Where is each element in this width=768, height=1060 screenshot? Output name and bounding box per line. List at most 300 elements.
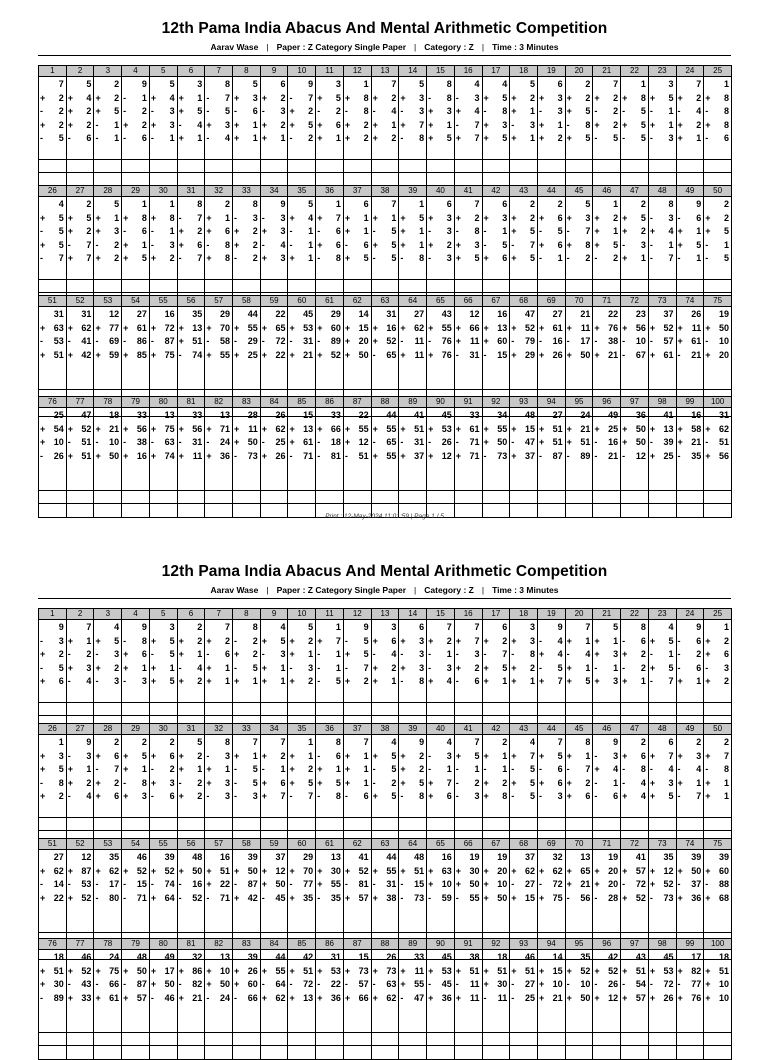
question-number: 57 xyxy=(205,296,232,307)
number-value: 3 xyxy=(585,212,591,223)
answer-box[interactable] xyxy=(122,1045,149,1060)
number-row xyxy=(205,662,232,676)
answer-box[interactable] xyxy=(621,702,648,715)
answer-box[interactable] xyxy=(372,1045,399,1060)
answer-box[interactable] xyxy=(427,817,454,830)
answer-box[interactable] xyxy=(67,817,94,830)
operator: - xyxy=(622,133,626,143)
answer-box[interactable] xyxy=(39,1032,66,1045)
answer-box[interactable] xyxy=(288,1032,315,1045)
operator: + xyxy=(483,662,489,673)
number-row xyxy=(178,763,205,777)
answer-box[interactable] xyxy=(39,817,66,830)
number-value: 5 xyxy=(419,777,425,788)
question-column xyxy=(621,724,649,845)
answer-box[interactable] xyxy=(39,1045,66,1060)
answer-box[interactable] xyxy=(150,702,177,715)
operator: + xyxy=(677,437,683,447)
number-value: 5 xyxy=(114,199,120,209)
number-list xyxy=(593,735,620,817)
operator: + xyxy=(40,649,46,659)
number-value: 3 xyxy=(58,635,64,646)
operator: + xyxy=(344,676,351,686)
question-number: 14 xyxy=(399,609,426,620)
answer-box[interactable] xyxy=(510,702,537,715)
operator: + xyxy=(483,892,489,903)
answer-box[interactable] xyxy=(205,817,232,830)
answer-box[interactable] xyxy=(178,1045,205,1060)
number-row xyxy=(510,965,537,979)
answer-box[interactable] xyxy=(649,1032,676,1045)
answer-box[interactable] xyxy=(704,817,731,830)
number-row xyxy=(261,992,288,1006)
answer-box[interactable] xyxy=(316,1045,343,1060)
operator: + xyxy=(649,662,656,673)
number-value: 50 xyxy=(247,437,258,447)
number-row xyxy=(178,648,205,662)
operator: + xyxy=(372,892,378,903)
operator: + xyxy=(538,322,545,333)
operator: - xyxy=(40,450,43,461)
number-value: 21 xyxy=(580,309,591,319)
number-list xyxy=(372,850,399,932)
question-column xyxy=(205,939,233,1060)
number-row xyxy=(372,763,399,777)
number-row xyxy=(94,851,121,865)
answer-box[interactable] xyxy=(205,1032,232,1045)
answer-box[interactable] xyxy=(261,817,288,830)
question-number: 98 xyxy=(649,939,676,950)
operator: + xyxy=(40,239,46,250)
number-row xyxy=(649,621,676,635)
question-column xyxy=(372,609,400,730)
question-number: 27 xyxy=(67,186,94,197)
answer-box[interactable] xyxy=(483,817,510,830)
number-value: 5 xyxy=(308,622,314,632)
answer-box[interactable] xyxy=(593,702,620,715)
number-row xyxy=(233,777,260,791)
number-row xyxy=(372,965,399,979)
operator: + xyxy=(677,992,683,1003)
number-row xyxy=(288,648,315,662)
answer-box[interactable] xyxy=(205,702,232,715)
operator: + xyxy=(622,649,628,659)
operator: - xyxy=(95,979,99,989)
answer-box[interactable] xyxy=(649,1045,676,1060)
operator: + xyxy=(95,106,101,116)
number-value: 1 xyxy=(363,226,369,236)
answer-box[interactable] xyxy=(233,1032,260,1045)
question-number: 68 xyxy=(510,839,537,850)
operator: + xyxy=(178,226,184,236)
answer-box[interactable] xyxy=(150,1032,177,1045)
answer-box[interactable] xyxy=(621,817,648,830)
question-column xyxy=(593,609,621,730)
answer-box[interactable] xyxy=(677,702,704,715)
number-value: 55 xyxy=(386,423,397,434)
answer-box[interactable] xyxy=(150,817,177,830)
number-value: 8 xyxy=(585,239,591,250)
number-row xyxy=(316,878,343,892)
answer-box[interactable] xyxy=(344,1045,371,1060)
answer-box[interactable] xyxy=(483,1045,510,1060)
question-column xyxy=(233,609,261,730)
question-column xyxy=(649,609,677,730)
number-value: 2 xyxy=(419,750,425,761)
number-value: 4 xyxy=(308,212,314,223)
answer-box[interactable] xyxy=(67,1045,94,1060)
operator: + xyxy=(234,423,240,434)
operator: + xyxy=(594,635,600,646)
answer-box[interactable] xyxy=(94,702,121,715)
answer-box[interactable] xyxy=(621,1045,648,1060)
question-number: 55 xyxy=(150,296,177,307)
answer-box[interactable] xyxy=(677,1032,704,1045)
question-column xyxy=(399,939,427,1060)
answer-box[interactable] xyxy=(677,817,704,830)
answer-box[interactable] xyxy=(399,817,426,830)
operator: + xyxy=(289,965,295,976)
answer-box[interactable] xyxy=(566,702,593,715)
operator: + xyxy=(483,965,489,976)
question-number: 75 xyxy=(704,839,731,850)
number-row xyxy=(677,750,704,764)
answer-box[interactable] xyxy=(566,1032,593,1045)
number-value: 7 xyxy=(668,750,674,761)
number-row xyxy=(510,892,537,906)
answer-box[interactable] xyxy=(510,1045,537,1060)
number-value: 1 xyxy=(141,764,147,774)
number-value: 24 xyxy=(220,437,231,447)
answer-box[interactable] xyxy=(455,702,482,715)
answer-box[interactable] xyxy=(67,1032,94,1045)
number-value: 73 xyxy=(386,965,397,976)
answer-box[interactable] xyxy=(150,1045,177,1060)
question-number: 30 xyxy=(150,186,177,197)
answer-box[interactable] xyxy=(538,1032,565,1045)
question-number: 84 xyxy=(261,939,288,950)
answer-box[interactable] xyxy=(649,702,676,715)
operator: - xyxy=(594,777,598,788)
number-value: 27 xyxy=(524,879,535,889)
number-value: 7 xyxy=(585,622,591,632)
answer-box[interactable] xyxy=(621,1032,648,1045)
answer-box[interactable] xyxy=(704,702,731,715)
question-number: 74 xyxy=(677,839,704,850)
number-row xyxy=(510,675,537,689)
number-value: 11 xyxy=(470,992,480,1003)
operator: - xyxy=(206,239,210,250)
number-value: 2 xyxy=(696,119,702,130)
number-value: 5 xyxy=(529,226,535,236)
question-number: 33 xyxy=(233,186,260,197)
number-value: 1 xyxy=(557,119,563,130)
operator: + xyxy=(428,450,434,461)
operator: + xyxy=(622,892,628,903)
answer-box[interactable] xyxy=(178,702,205,715)
operator: - xyxy=(566,979,570,989)
answer-box[interactable] xyxy=(122,702,149,715)
number-value: 89 xyxy=(580,450,591,461)
number-row xyxy=(372,992,399,1006)
number-value: 62 xyxy=(414,322,425,333)
number-value: 5 xyxy=(58,662,64,673)
number-value: 47 xyxy=(414,992,425,1003)
answer-box[interactable] xyxy=(566,817,593,830)
answer-box[interactable] xyxy=(178,817,205,830)
number-value: 62 xyxy=(81,322,92,333)
answer-box[interactable] xyxy=(94,817,121,830)
number-list xyxy=(566,620,593,702)
operator: + xyxy=(40,965,46,976)
number-value: 2 xyxy=(197,777,203,788)
number-row xyxy=(122,790,149,804)
number-row xyxy=(261,951,288,965)
answer-box[interactable] xyxy=(344,817,371,830)
answer-box[interactable] xyxy=(288,1045,315,1060)
number-value: 38 xyxy=(608,336,619,346)
answer-box[interactable] xyxy=(178,1032,205,1045)
number-value: 3 xyxy=(419,662,425,673)
question-number: 10 xyxy=(288,609,315,620)
operator: + xyxy=(538,992,545,1003)
answer-box[interactable] xyxy=(122,1032,149,1045)
operator: - xyxy=(372,106,376,116)
number-value: 2 xyxy=(197,622,203,632)
answer-box[interactable] xyxy=(233,817,260,830)
operator: + xyxy=(150,253,157,263)
number-value: 1 xyxy=(668,119,674,130)
answer-box[interactable] xyxy=(510,1032,537,1045)
answer-box[interactable] xyxy=(205,1045,232,1060)
answer-box[interactable] xyxy=(372,702,399,715)
question-number: 39 xyxy=(399,186,426,197)
number-value: 73 xyxy=(414,892,425,903)
number-value: 7 xyxy=(58,253,64,263)
question-number: 56 xyxy=(178,839,205,850)
answer-box[interactable] xyxy=(593,1032,620,1045)
number-row xyxy=(344,777,371,791)
question-number: 3 xyxy=(94,66,121,77)
answer-box[interactable] xyxy=(372,817,399,830)
answer-box[interactable] xyxy=(704,1032,731,1045)
operator: + xyxy=(234,92,240,103)
question-number: 97 xyxy=(621,397,648,408)
number-value: 26 xyxy=(441,437,452,447)
number-list xyxy=(344,620,371,702)
number-row xyxy=(483,662,510,676)
operator: + xyxy=(455,750,462,761)
number-value: 1 xyxy=(502,764,508,774)
number-value: 3 xyxy=(419,635,425,646)
answer-box[interactable] xyxy=(483,1032,510,1045)
answer-box[interactable] xyxy=(344,702,371,715)
number-value: 6 xyxy=(335,239,341,250)
number-value: 5 xyxy=(86,212,92,223)
operator: + xyxy=(622,322,628,333)
number-row xyxy=(233,892,260,906)
answer-box[interactable] xyxy=(593,817,620,830)
answer-box[interactable] xyxy=(261,1032,288,1045)
answer-box[interactable] xyxy=(316,702,343,715)
operator: - xyxy=(67,133,71,143)
operator: + xyxy=(428,676,434,686)
number-value: 21 xyxy=(608,349,619,360)
operator: + xyxy=(566,133,572,143)
answer-box[interactable] xyxy=(233,1045,260,1060)
number-row xyxy=(677,865,704,879)
operator: + xyxy=(400,423,406,434)
number-value: 1 xyxy=(363,750,369,761)
number-value: 42 xyxy=(247,892,258,903)
number-value: 3 xyxy=(446,750,452,761)
operator: + xyxy=(566,865,572,876)
answer-box[interactable] xyxy=(483,702,510,715)
answer-box[interactable] xyxy=(261,1045,288,1060)
number-list xyxy=(233,735,260,817)
operator: - xyxy=(566,892,570,903)
number-row xyxy=(704,750,731,764)
number-row xyxy=(593,892,620,906)
number-value: 10 xyxy=(718,336,729,346)
answer-box[interactable] xyxy=(538,817,565,830)
answer-box[interactable] xyxy=(399,1032,426,1045)
answer-box[interactable] xyxy=(122,817,149,830)
number-value: 51 xyxy=(580,437,591,447)
answer-box[interactable] xyxy=(288,817,315,830)
number-row xyxy=(427,736,454,750)
answer-box[interactable] xyxy=(399,1045,426,1060)
answer-box[interactable] xyxy=(233,702,260,715)
question-number: 25 xyxy=(704,66,731,77)
operator: - xyxy=(123,226,127,236)
number-value: 70 xyxy=(220,322,231,333)
answer-box[interactable] xyxy=(593,1045,620,1060)
number-list xyxy=(704,735,731,817)
question-number: 86 xyxy=(316,939,343,950)
answer-box[interactable] xyxy=(649,817,676,830)
question-column xyxy=(122,609,150,730)
answer-box[interactable] xyxy=(344,1032,371,1045)
number-list xyxy=(122,950,149,1032)
number-row xyxy=(261,965,288,979)
number-value: 4 xyxy=(474,79,480,89)
answer-box[interactable] xyxy=(455,817,482,830)
number-value: 4 xyxy=(696,764,702,774)
answer-box[interactable] xyxy=(538,702,565,715)
question-number: 92 xyxy=(483,939,510,950)
number-value: 81 xyxy=(358,879,369,889)
operator: + xyxy=(150,777,157,788)
number-row xyxy=(344,978,371,992)
number-value: 71 xyxy=(136,892,147,903)
operator: + xyxy=(234,965,240,976)
number-value: 74 xyxy=(164,879,175,889)
number-value: 71 xyxy=(220,892,231,903)
answer-box[interactable] xyxy=(677,1045,704,1060)
number-value: 1 xyxy=(446,119,452,130)
number-value: 7 xyxy=(474,622,480,632)
question-column xyxy=(455,609,483,730)
answer-box[interactable] xyxy=(427,1045,454,1060)
question-column xyxy=(288,724,316,845)
operator: - xyxy=(123,106,127,116)
operator: - xyxy=(150,437,154,447)
number-value: 48 xyxy=(524,410,535,420)
number-value: 10 xyxy=(580,979,591,989)
number-value: 19 xyxy=(718,309,729,319)
operator: + xyxy=(566,423,572,434)
number-value: 6 xyxy=(114,750,120,761)
number-row xyxy=(150,662,177,676)
answer-box[interactable] xyxy=(67,702,94,715)
question-number: 67 xyxy=(483,296,510,307)
number-value: 33 xyxy=(136,410,147,420)
answer-box[interactable] xyxy=(399,702,426,715)
number-row xyxy=(94,878,121,892)
number-value: 58 xyxy=(220,336,231,346)
operator: - xyxy=(123,777,127,788)
number-row xyxy=(122,750,149,764)
answer-box[interactable] xyxy=(316,817,343,830)
question-number: 43 xyxy=(510,186,537,197)
answer-box[interactable] xyxy=(94,1032,121,1045)
answer-box[interactable] xyxy=(427,1032,454,1045)
number-value: 6 xyxy=(225,649,231,659)
operator: + xyxy=(594,349,600,360)
question-number: 20 xyxy=(566,66,593,77)
number-row xyxy=(483,648,510,662)
answer-box[interactable] xyxy=(261,702,288,715)
operator: + xyxy=(317,635,323,646)
operator: - xyxy=(234,764,238,774)
number-value: 3 xyxy=(668,212,674,223)
operator: - xyxy=(649,764,653,774)
operator: + xyxy=(649,777,656,788)
number-value: 1 xyxy=(613,199,619,209)
answer-box[interactable] xyxy=(288,702,315,715)
answer-box[interactable] xyxy=(316,1032,343,1045)
operator: - xyxy=(622,349,626,360)
answer-box[interactable] xyxy=(538,1045,565,1060)
answer-box[interactable] xyxy=(39,702,66,715)
answer-box[interactable] xyxy=(704,1045,731,1060)
question-column xyxy=(427,609,455,730)
number-row xyxy=(427,790,454,804)
number-value: 2 xyxy=(58,791,64,801)
answer-box[interactable] xyxy=(455,1045,482,1060)
answer-box[interactable] xyxy=(510,817,537,830)
answer-box[interactable] xyxy=(372,1032,399,1045)
number-row xyxy=(94,750,121,764)
answer-box[interactable] xyxy=(94,1045,121,1060)
number-row xyxy=(150,648,177,662)
operator: + xyxy=(123,450,129,461)
number-value: 45 xyxy=(663,952,674,962)
question-number: 78 xyxy=(94,939,121,950)
answer-box[interactable] xyxy=(427,702,454,715)
number-value: 13 xyxy=(303,992,314,1003)
answer-box[interactable] xyxy=(455,1032,482,1045)
number-value: 2 xyxy=(114,662,120,673)
number-row xyxy=(566,892,593,906)
number-list xyxy=(94,950,121,1032)
operator: + xyxy=(178,450,184,461)
number-value: 5 xyxy=(391,750,397,761)
number-row xyxy=(178,951,205,965)
answer-box[interactable] xyxy=(566,1045,593,1060)
question-column xyxy=(150,609,178,730)
